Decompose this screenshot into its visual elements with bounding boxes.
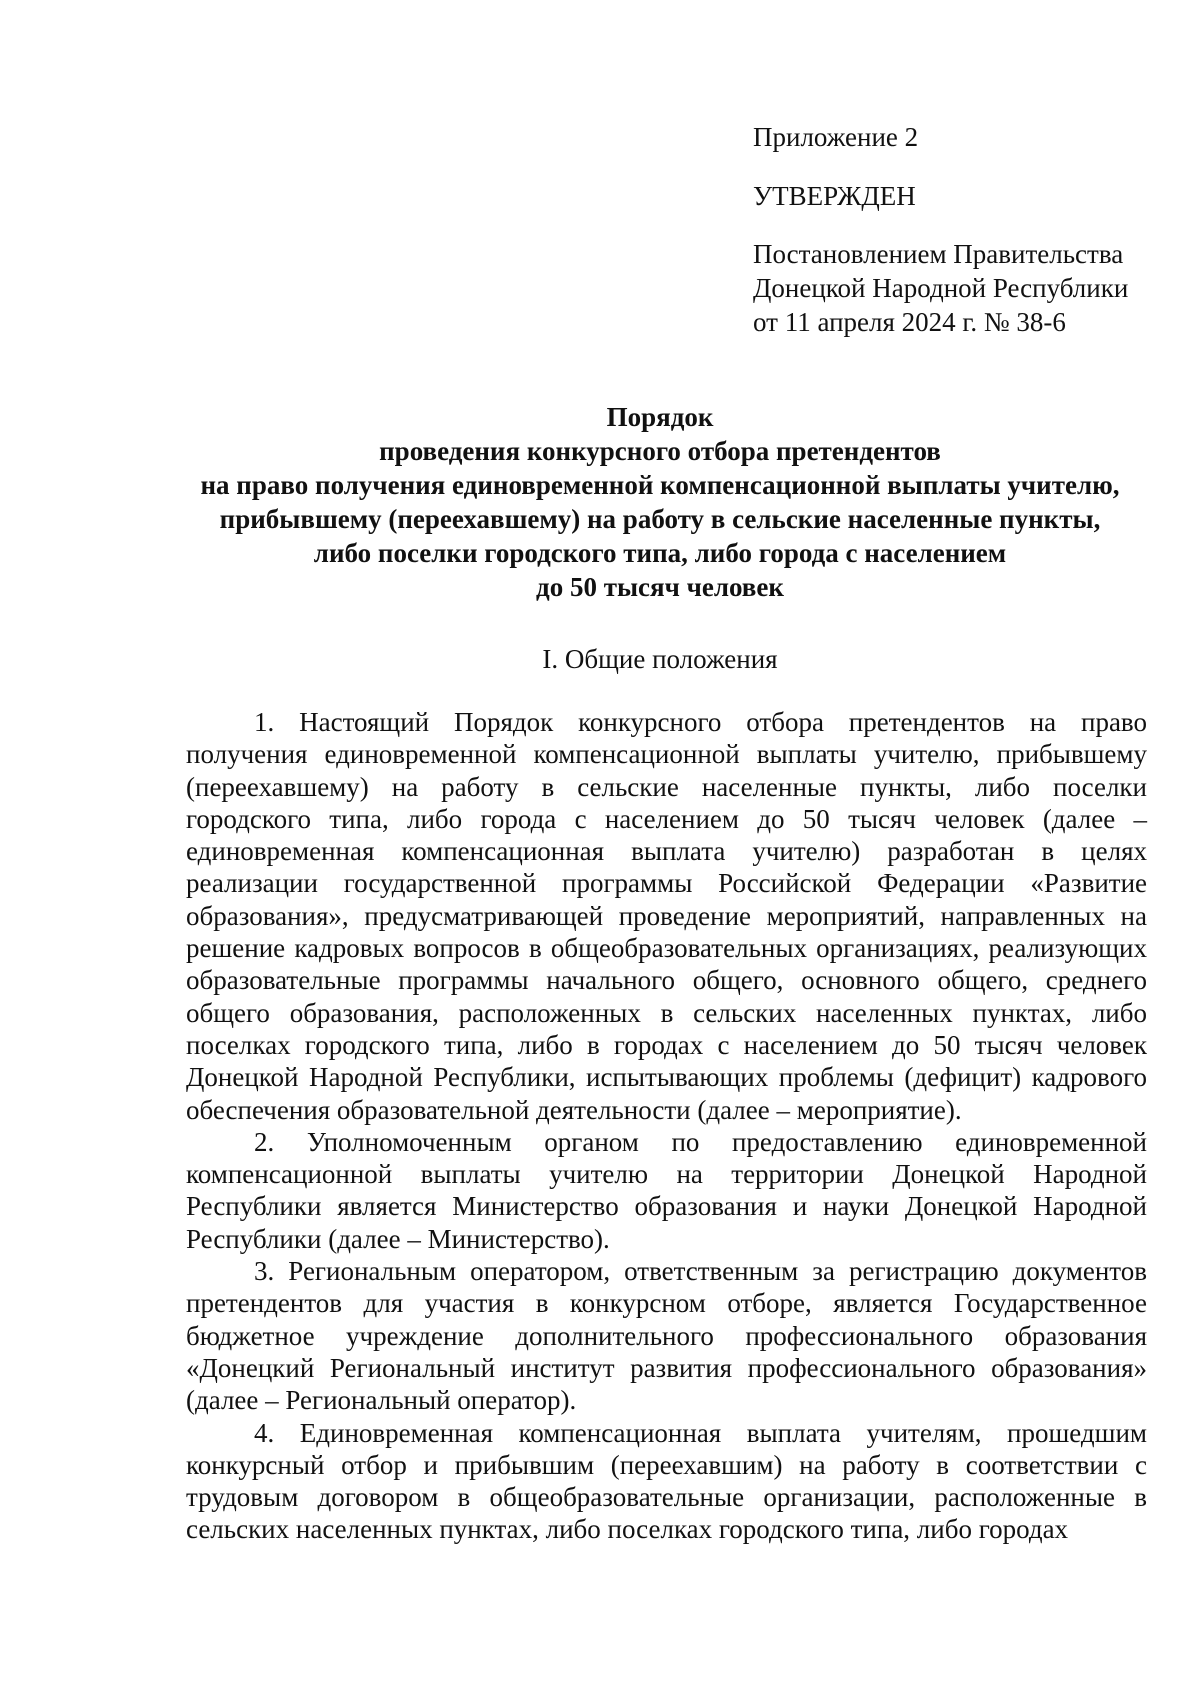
title-line: проведения конкурсного отбора претендентов — [379, 436, 941, 466]
appendix-label: Приложение 2 — [753, 122, 919, 152]
paragraph-2: 2. Уполномоченным органом по предоставлению единовременной компенсационной выплаты учителю на территории Донецкой Народной Республики является Министерство образования и науки Донецкой Народной Республики (далее – Министерство). — [186, 1126, 1147, 1254]
approval-stamp-block — [753, 120, 1173, 339]
issuer-line: Донецкой Народной Республики — [753, 273, 1129, 303]
title-line: на право получения единовременной компенсационной выплаты учителю, — [200, 470, 1120, 500]
title-line: прибывшему (переехавшему) на работу в сельские населенные пункты, — [219, 504, 1101, 534]
paragraph-3: 3. Региональным оператором, ответственным за регистрацию документов претендентов для участия в конкурсном отборе, является Государственное бюджетное учреждение дополнительного профессионального образования «Донецкий Региональный институт развития профессионального образования» (далее – Региональный оператор). — [186, 1256, 1147, 1416]
paragraph-4: 4. Единовременная компенсационная выплата учителям, прошедшим конкурсный отбор и прибывшим (переехавшим) на работу в соответствии с трудовым договором в общеобразовательные организации, расположенные в сельских населенных пунктах, либо поселках городского типа, либо городах — [186, 1417, 1147, 1545]
issuer-line: Постановлением Правительства — [753, 239, 1124, 269]
title-line: либо поселки городского типа, либо города с населением — [313, 538, 1007, 568]
document-title — [160, 400, 1160, 604]
issuer-line: от 11 апреля 2024 г. № 38-6 — [753, 307, 1066, 337]
paragraph-1: 1. Настоящий Порядок конкурсного отбора претендентов на право получения единовременной компенсационной выплаты учителю, прибывшему (переехавшему) на работу в сельские населенные пункты, либо поселки городского типа, либо города с населением до 50 тысяч человек (далее – единовременная компенсационная выплата учителю) разработан в целях реализации государственной программы Российской Федерации «Развитие образования», предусматривающей проведение мероприятий, направленных на решение кадровых вопросов в общеобразовательных организациях, реализующих образовательные программы начального общего, основного общего, среднего общего образования, расположенных в сельских населенных пунктах, либо поселках городского типа, либо в городах с населением до 50 тысяч человек Донецкой Народной Республики, испытывающих проблемы (дефицит) кадрового обеспечения образовательной деятельности (далее – мероприятие). — [186, 707, 1147, 1125]
title-line: Порядок — [606, 402, 714, 432]
document-body — [186, 706, 1147, 1546]
approved-label: УТВЕРЖДЕН — [753, 181, 916, 211]
title-line: до 50 тысяч человек — [536, 572, 784, 602]
section-heading: I. Общие положения — [542, 644, 778, 674]
